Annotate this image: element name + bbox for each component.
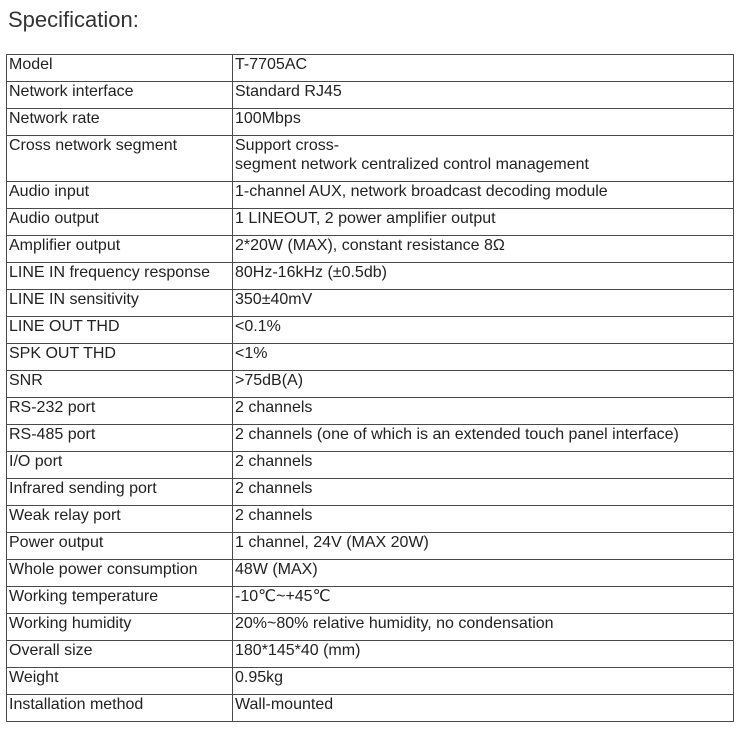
spec-value: T-7705AC xyxy=(233,55,734,82)
table-row xyxy=(7,55,734,82)
spec-label: LINE OUT THD xyxy=(7,317,233,344)
spec-label: Power output xyxy=(7,533,233,560)
spec-label: Installation method xyxy=(7,695,233,722)
spec-value: 2 channels (one of which is an extended touch panel interface) xyxy=(233,425,734,452)
table-row xyxy=(7,425,734,452)
page-title: Specification: xyxy=(8,7,139,32)
spec-value: 2 channels xyxy=(233,479,734,506)
spec-label: Working temperature xyxy=(7,587,233,614)
table-row xyxy=(7,614,734,641)
spec-label: Weight xyxy=(7,668,233,695)
table-row xyxy=(7,290,734,317)
table-row xyxy=(7,560,734,587)
spec-value: 48W (MAX) xyxy=(233,560,734,587)
spec-value: <1% xyxy=(233,344,734,371)
spec-label: Weak relay port xyxy=(7,506,233,533)
spec-value: Support cross- segment network centralized control management xyxy=(233,136,734,182)
spec-label: RS-485 port xyxy=(7,425,233,452)
table-row xyxy=(7,668,734,695)
spec-label: SPK OUT THD xyxy=(7,344,233,371)
spec-value: 1 channel, 24V (MAX 20W) xyxy=(233,533,734,560)
spec-label: Network interface xyxy=(7,82,233,109)
spec-value: 100Mbps xyxy=(233,109,734,136)
table-row xyxy=(7,371,734,398)
spec-value: 180*145*40 (mm) xyxy=(233,641,734,668)
spec-label: Cross network segment xyxy=(7,136,233,182)
spec-label: Audio input xyxy=(7,182,233,209)
table-row xyxy=(7,344,734,371)
table-row xyxy=(7,209,734,236)
spec-label: I/O port xyxy=(7,452,233,479)
table-row xyxy=(7,587,734,614)
table-row xyxy=(7,236,734,263)
spec-value: 80Hz-16kHz (±0.5db) xyxy=(233,263,734,290)
spec-label: Overall size xyxy=(7,641,233,668)
table-row xyxy=(7,641,734,668)
spec-label: Model xyxy=(7,55,233,82)
table-row xyxy=(7,109,734,136)
spec-label: Working humidity xyxy=(7,614,233,641)
table-row xyxy=(7,263,734,290)
spec-label: Network rate xyxy=(7,109,233,136)
spec-value: Wall-mounted xyxy=(233,695,734,722)
spec-value: Standard RJ45 xyxy=(233,82,734,109)
spec-label: Infrared sending port xyxy=(7,479,233,506)
table-row xyxy=(7,452,734,479)
spec-value: >75dB(A) xyxy=(233,371,734,398)
spec-value: 2 channels xyxy=(233,452,734,479)
spec-label: LINE IN sensitivity xyxy=(7,290,233,317)
spec-value: 1-channel AUX, network broadcast decoding module xyxy=(233,182,734,209)
spec-label: Audio output xyxy=(7,209,233,236)
spec-label: LINE IN frequency response xyxy=(7,263,233,290)
spec-value: 2*20W (MAX), constant resistance 8Ω xyxy=(233,236,734,263)
table-row xyxy=(7,479,734,506)
spec-value: -10℃~+45℃ xyxy=(233,587,734,614)
spec-label: RS-232 port xyxy=(7,398,233,425)
spec-value: 0.95kg xyxy=(233,668,734,695)
table-row xyxy=(7,533,734,560)
table-row xyxy=(7,398,734,425)
spec-value: 1 LINEOUT, 2 power amplifier output xyxy=(233,209,734,236)
table-row xyxy=(7,695,734,722)
spec-value: 2 channels xyxy=(233,506,734,533)
spec-value: 350±40mV xyxy=(233,290,734,317)
table-row xyxy=(7,136,734,182)
spec-value: <0.1% xyxy=(233,317,734,344)
spec-label: Amplifier output xyxy=(7,236,233,263)
spec-value: 2 channels xyxy=(233,398,734,425)
table-row xyxy=(7,182,734,209)
table-row xyxy=(7,506,734,533)
spec-table xyxy=(6,54,734,722)
spec-label: Whole power consumption xyxy=(7,560,233,587)
table-row xyxy=(7,82,734,109)
table-row xyxy=(7,317,734,344)
spec-value: 20%~80% relative humidity, no condensation xyxy=(233,614,734,641)
spec-label: SNR xyxy=(7,371,233,398)
